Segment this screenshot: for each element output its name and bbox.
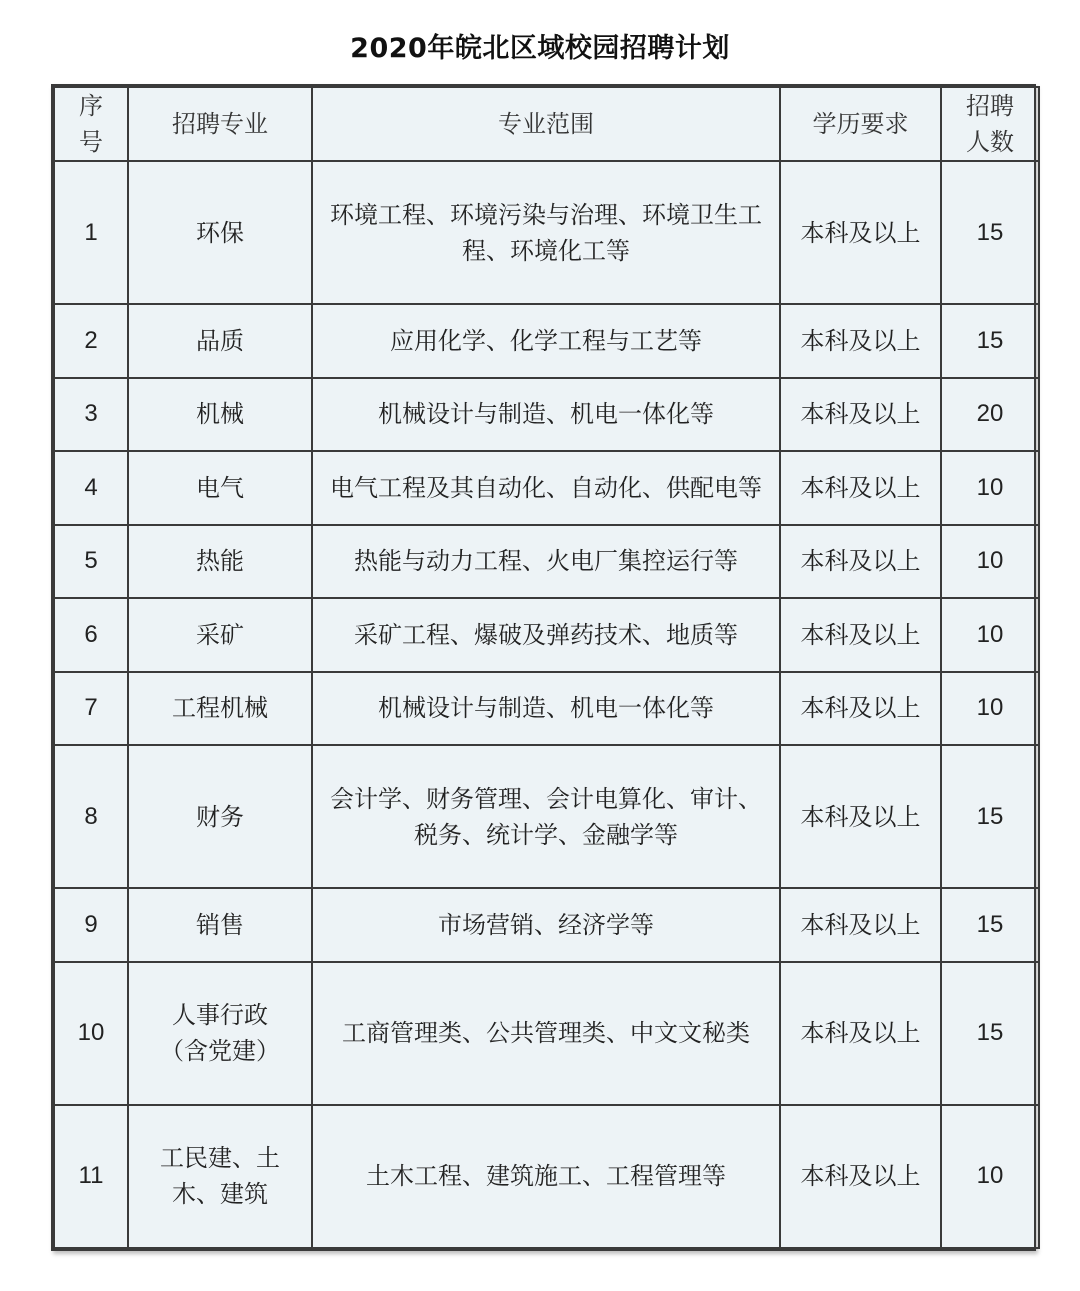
table-row — [54, 525, 1039, 598]
row-education-text: 本科及以上 — [800, 620, 921, 649]
row-major-text: 工程机械 — [172, 694, 268, 723]
row-education-text: 本科及以上 — [800, 910, 921, 939]
row-education-text: 本科及以上 — [800, 400, 921, 429]
row-count-cell — [941, 1105, 1039, 1248]
row-index-text: 4 — [84, 473, 98, 501]
row-index-text: 3 — [84, 400, 98, 428]
page-title: 2020年皖北区域校园招聘计划 — [350, 33, 730, 64]
row-count-cell — [941, 962, 1039, 1105]
header-major: 招聘专业 — [128, 87, 312, 161]
row-major-cell — [128, 672, 312, 745]
row-education-text: 本科及以上 — [800, 218, 921, 247]
recruitment-table — [51, 84, 1036, 1251]
row-count-cell — [941, 161, 1039, 304]
row-education-cell — [780, 745, 941, 888]
row-major-cell — [128, 598, 312, 671]
row-education-cell — [780, 598, 941, 671]
row-range-text: 会计学、财务管理、会计电算化、审计、税务、统计学、金融学等 — [330, 784, 762, 849]
row-major-text: 销售 — [196, 910, 244, 939]
row-major-cell — [128, 304, 312, 377]
row-range-text: 电气工程及其自动化、自动化、供配电等 — [330, 473, 762, 502]
row-index-cell — [54, 888, 128, 961]
row-range-cell — [312, 745, 780, 888]
row-major-cell — [128, 962, 312, 1105]
row-count-cell — [941, 672, 1039, 745]
row-count-cell — [941, 451, 1039, 524]
row-education-text: 本科及以上 — [800, 326, 921, 355]
row-index-cell — [54, 304, 128, 377]
row-count-text: 15 — [976, 910, 1004, 938]
row-major-cell — [128, 745, 312, 888]
row-major-cell — [128, 1105, 312, 1248]
row-count-cell — [941, 378, 1039, 451]
table-row — [54, 451, 1039, 524]
row-count-cell — [941, 598, 1039, 671]
row-education-text: 本科及以上 — [800, 694, 921, 723]
row-count-text: 10 — [976, 547, 1004, 575]
row-range-cell — [312, 378, 780, 451]
row-major-text: 机械 — [196, 400, 244, 429]
row-count-cell — [941, 304, 1039, 377]
row-major-cell — [128, 378, 312, 451]
row-count-text: 15 — [976, 802, 1004, 830]
row-education-cell — [780, 378, 941, 451]
row-index-text: 2 — [84, 326, 98, 354]
table-row — [54, 745, 1039, 888]
row-index-text: 1 — [84, 218, 98, 246]
row-education-cell — [780, 161, 941, 304]
row-range-cell — [312, 451, 780, 524]
row-major-text: 工民建、土木、建筑 — [160, 1144, 280, 1209]
row-major-cell — [128, 525, 312, 598]
row-count-text: 20 — [976, 400, 1004, 428]
row-count-text: 15 — [976, 1019, 1004, 1047]
recruitment-plan-table — [53, 86, 1040, 1249]
row-major-text: 电气 — [196, 473, 244, 502]
row-major-text: 环保 — [196, 218, 244, 247]
table-row — [54, 962, 1039, 1105]
header-index — [54, 87, 128, 161]
table-row — [54, 888, 1039, 961]
row-range-text: 土木工程、建筑施工、工程管理等 — [366, 1162, 726, 1191]
row-major-text: 品质 — [196, 326, 244, 355]
row-index-text: 8 — [84, 802, 98, 830]
header-index-label: 序 号 — [79, 92, 103, 156]
row-index-text: 10 — [77, 1019, 105, 1047]
row-education-cell — [780, 1105, 941, 1248]
row-count-text: 10 — [976, 1162, 1004, 1190]
row-range-text: 环境工程、环境污染与治理、环境卫生工程、环境化工等 — [330, 200, 762, 265]
row-range-text: 热能与动力工程、火电厂集控运行等 — [354, 547, 738, 576]
row-index-text: 11 — [78, 1162, 104, 1190]
row-education-cell — [780, 525, 941, 598]
table-row — [54, 378, 1039, 451]
row-education-cell — [780, 672, 941, 745]
row-index-cell — [54, 1105, 128, 1248]
row-count-text: 15 — [976, 326, 1004, 354]
row-count-text: 15 — [976, 218, 1004, 246]
row-index-cell — [54, 378, 128, 451]
header-range: 专业范围 — [312, 87, 780, 161]
row-count-cell — [941, 525, 1039, 598]
row-index-cell — [54, 525, 128, 598]
row-range-cell — [312, 962, 780, 1105]
header-count-label: 招聘 人数 — [966, 92, 1014, 156]
row-range-text: 市场营销、经济学等 — [438, 910, 654, 939]
header-count — [941, 87, 1039, 161]
table-row — [54, 672, 1039, 745]
row-count-cell — [941, 745, 1039, 888]
row-range-text: 工商管理类、公共管理类、中文文秘类 — [342, 1019, 750, 1048]
row-major-text: 热能 — [196, 547, 244, 576]
row-major-cell — [128, 451, 312, 524]
row-education-text: 本科及以上 — [800, 473, 921, 502]
row-range-cell — [312, 598, 780, 671]
row-index-text: 9 — [84, 910, 98, 938]
row-index-cell — [54, 598, 128, 671]
row-index-cell — [54, 745, 128, 888]
row-range-cell — [312, 525, 780, 598]
row-count-text: 10 — [976, 694, 1004, 722]
row-range-cell — [312, 672, 780, 745]
row-index-text: 5 — [84, 547, 98, 575]
row-range-text: 采矿工程、爆破及弹药技术、地质等 — [354, 620, 738, 649]
table-row — [54, 304, 1039, 377]
row-education-text: 本科及以上 — [800, 1019, 921, 1048]
table-header-row — [54, 87, 1039, 161]
row-major-text: 人事行政（含党建） — [160, 1001, 280, 1066]
row-major-cell — [128, 888, 312, 961]
row-range-cell — [312, 1105, 780, 1248]
row-range-text: 机械设计与制造、机电一体化等 — [378, 400, 714, 429]
row-education-text: 本科及以上 — [800, 802, 921, 831]
row-index-cell — [54, 451, 128, 524]
row-index-text: 6 — [84, 620, 98, 648]
row-index-cell — [54, 161, 128, 304]
row-range-text: 应用化学、化学工程与工艺等 — [390, 326, 702, 355]
row-education-cell — [780, 451, 941, 524]
row-index-cell — [54, 672, 128, 745]
row-index-text: 7 — [84, 694, 98, 722]
header-education: 学历要求 — [780, 87, 941, 161]
row-education-cell — [780, 888, 941, 961]
row-education-cell — [780, 962, 941, 1105]
row-education-text: 本科及以上 — [800, 547, 921, 576]
row-education-cell — [780, 304, 941, 377]
table-row — [54, 161, 1039, 304]
row-major-text: 采矿 — [196, 620, 244, 649]
row-range-cell — [312, 304, 780, 377]
row-range-cell — [312, 888, 780, 961]
row-major-text: 财务 — [196, 802, 244, 831]
row-range-text: 机械设计与制造、机电一体化等 — [378, 694, 714, 723]
row-count-text: 10 — [976, 620, 1004, 648]
row-count-text: 10 — [976, 473, 1004, 501]
row-education-text: 本科及以上 — [800, 1162, 921, 1191]
table-row — [54, 598, 1039, 671]
row-range-cell — [312, 161, 780, 304]
row-count-cell — [941, 888, 1039, 961]
row-major-cell — [128, 161, 312, 304]
table-row — [54, 1105, 1039, 1248]
row-index-cell — [54, 962, 128, 1105]
